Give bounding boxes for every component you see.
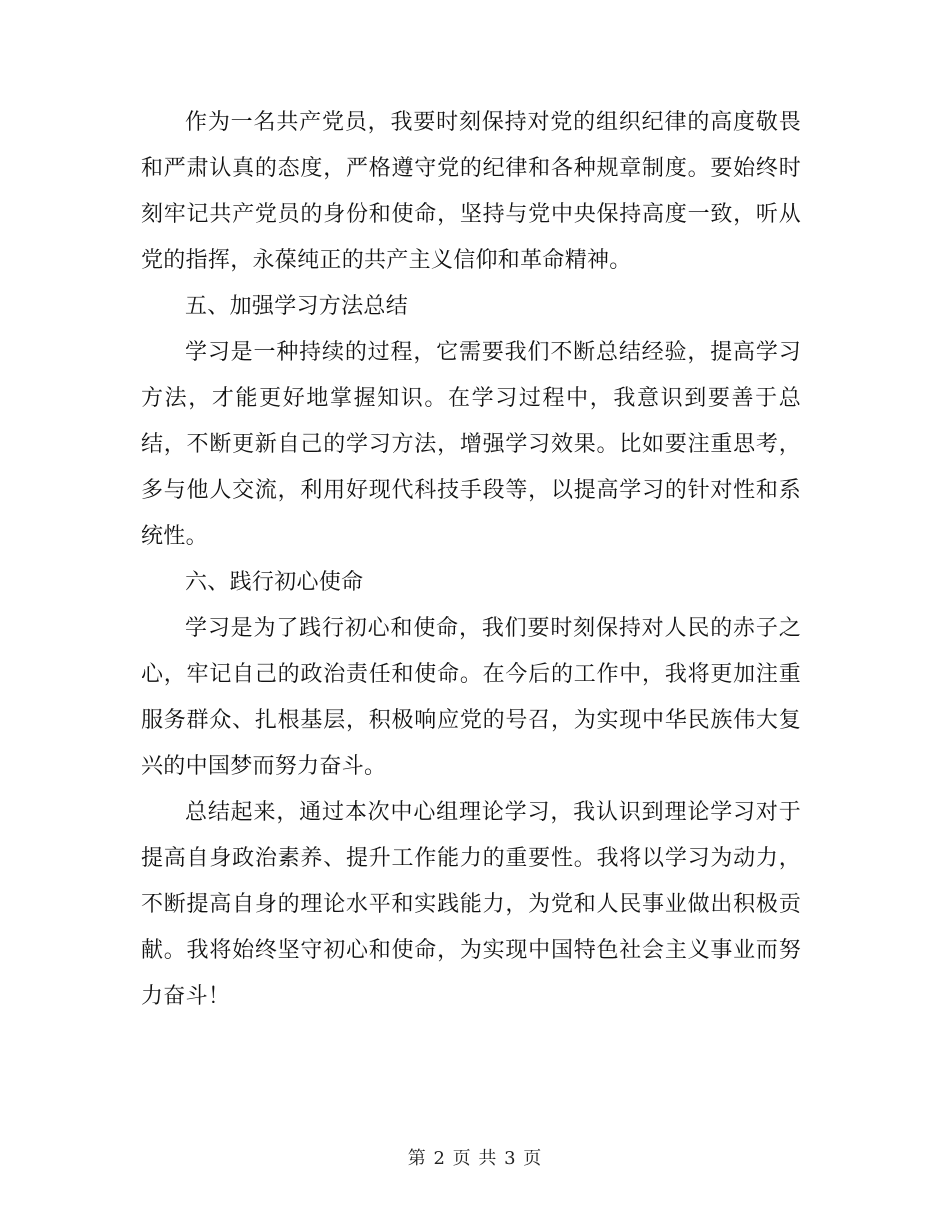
body-paragraph: 作为一名共产党员，我要时刻保持对党的组织纪律的高度敬畏和严肃认真的态度，严格遵守党的纪律和各种规章制度。要始终时刻牢记共产党员的身份和使命，坚持与党中央保持高度一致，听从党的指挥，永葆纯正的共产主义信仰和革命精神。 — [141, 110, 801, 273]
conclusion-paragraph: 总结起来，通过本次中心组理论学习，我认识到理论学习对于提高自身政治素养、提升工作能力的重要性。我将以学习为动力，不断提高自身的理论水平和实践能力，为党和人民事业做出积极贡献。我将始终坚守初心和使命，为实现中国特色社会主义事业而努力奋斗！ — [141, 800, 801, 1009]
document-body — [141, 100, 801, 1020]
body-paragraph: 学习是一种持续的过程，它需要我们不断总结经验，提高学习方法，才能更好地掌握知识。在学习过程中，我意识到要善于总结，不断更新自己的学习方法，增强学习效果。比如要注重思考，多与他人交流，利用好现代科技手段等，以提高学习的针对性和系统性。 — [141, 340, 801, 549]
section-heading-6: 六、践行初心使命 — [185, 570, 364, 595]
section-heading-5: 五、加强学习方法总结 — [185, 294, 409, 319]
body-paragraph: 学习是为了践行初心和使命，我们要时刻保持对人民的赤子之心，牢记自己的政治责任和使命。在今后的工作中，我将更加注重服务群众、扎根基层，积极响应党的号召，为实现中华民族伟大复兴的中国梦而努力奋斗。 — [141, 616, 801, 779]
page-number-footer: 第 2 页 共 3 页 — [407, 1148, 543, 1169]
